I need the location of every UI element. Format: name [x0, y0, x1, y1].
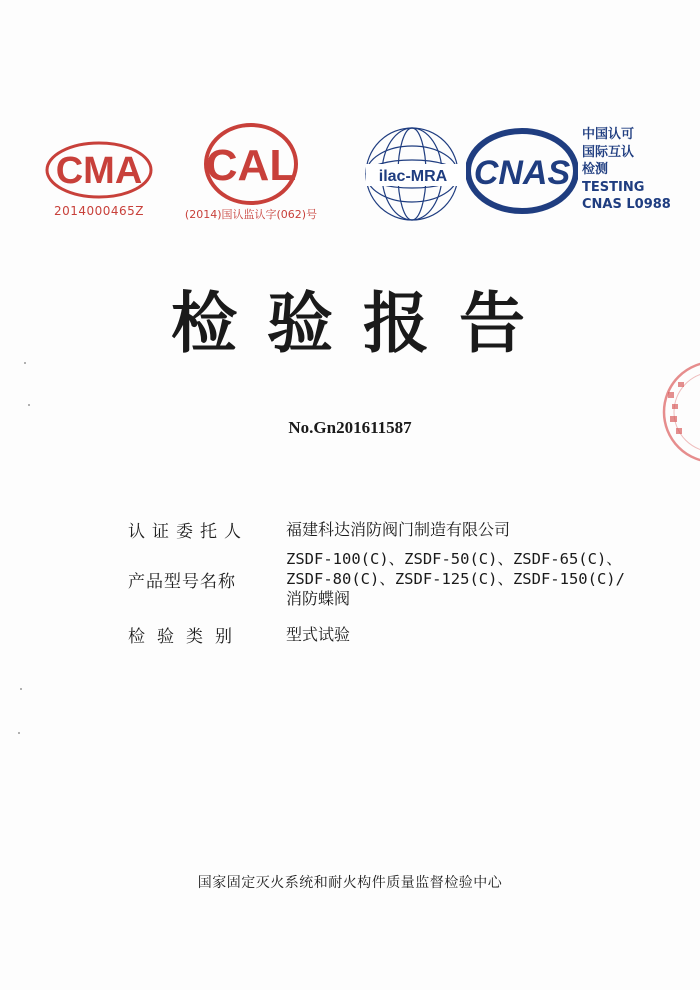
ilac-text: ilac-MRA	[378, 168, 448, 185]
test-type-value: 型式试验	[286, 625, 351, 644]
scan-speck	[24, 362, 26, 364]
scan-speck	[28, 404, 30, 406]
test-type-label: 检验类别	[128, 627, 244, 647]
cma-logo	[44, 140, 154, 220]
cnas-line: TESTING	[582, 179, 645, 195]
product-value-line: ZSDF-100(C)、ZSDF-50(C)、ZSDF-65(C)、	[286, 550, 622, 568]
product-value	[286, 549, 625, 609]
cma-letters: CMA	[55, 150, 143, 192]
client-value: 福建科达消防阀门制造有限公司	[286, 520, 511, 539]
ilac-mra-logo	[360, 122, 465, 227]
cal-number: (2014)国认监认字(062)号	[184, 208, 318, 221]
seal-stamp-icon	[656, 352, 700, 472]
cnas-line: 检测	[582, 162, 609, 177]
cma-mark-icon	[44, 140, 154, 200]
cnas-line: 中国认可	[582, 127, 635, 142]
product-value-line: 消防蝶阀	[286, 589, 351, 608]
cnas-logo	[466, 128, 578, 214]
cal-logo	[176, 122, 326, 222]
cnas-letters: CNAS	[473, 154, 571, 192]
cal-mark-icon	[176, 122, 326, 206]
cnas-caption	[582, 126, 671, 214]
cnas-line: 国际互认	[582, 144, 635, 160]
page-title: 检验报告	[171, 284, 555, 362]
cnas-line: CNAS L0988	[582, 197, 671, 212]
scan-speck	[20, 688, 22, 690]
issuer-name: 国家固定灭火系统和耐火构件质量监督检验中心	[197, 875, 503, 891]
ilac-globe-icon	[360, 122, 465, 227]
scan-speck	[18, 732, 20, 734]
cma-number: 2014000465Z	[53, 204, 145, 218]
client-label: 认证委托人	[128, 522, 248, 542]
cnas-mark-icon	[466, 128, 578, 214]
report-number: No.Gn201611587	[288, 418, 412, 437]
product-label: 产品型号名称	[128, 572, 236, 592]
product-value-line: ZSDF-80(C)、ZSDF-125(C)、ZSDF-150(C)/	[286, 570, 625, 588]
cal-letters: CAL	[205, 141, 297, 190]
